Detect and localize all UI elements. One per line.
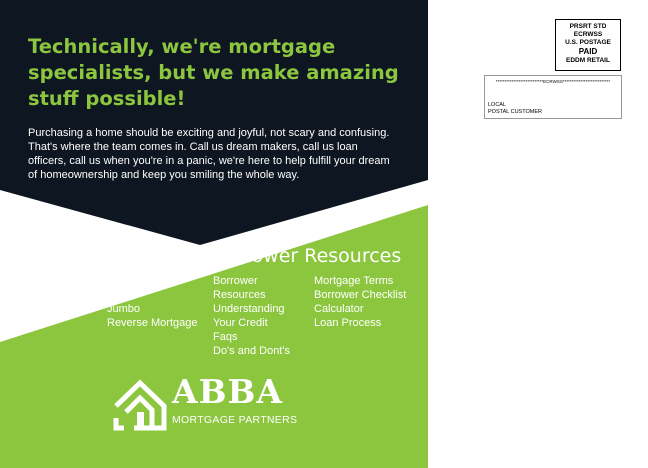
loan-programs-col-2 bbox=[107, 274, 198, 330]
intro-paragraph: Purchasing a home should be exciting and joyful, not scary and confusing. That's where the team comes in. Call us dream makers, call us loan officers, call us when you're in a panic, we're here to help fulfill your dream of homeownership and keep you smiling the whole way. bbox=[28, 127, 390, 181]
indicia-line: EDDM RETAIL bbox=[566, 57, 610, 64]
loan-program-item[interactable]: Purchase bbox=[28, 275, 75, 287]
address-local: LOCAL bbox=[488, 102, 507, 108]
loan-program-item[interactable]: USDA bbox=[107, 289, 138, 301]
borrower-resources-col-1 bbox=[213, 274, 290, 358]
resource-item[interactable]: Your Credit bbox=[213, 317, 268, 329]
indicia-paid: PAID bbox=[578, 47, 598, 56]
resource-item[interactable]: Do's and Dont's bbox=[213, 345, 290, 357]
loan-program-item[interactable]: VA bbox=[107, 275, 121, 287]
indicia-line: U.S. POSTAGE bbox=[565, 39, 611, 46]
resource-item[interactable]: Borrower bbox=[213, 275, 258, 287]
loan-program-item[interactable]: Refinance bbox=[28, 289, 78, 301]
logo-tagline: MORTGAGE PARTNERS bbox=[172, 414, 298, 426]
resource-item[interactable]: Loan Process bbox=[314, 317, 382, 329]
resource-item[interactable]: Faqs bbox=[213, 331, 238, 343]
ecrwss-line: ***************************ECRWSS*************************** bbox=[495, 79, 611, 84]
logo-wordmark: ABBA bbox=[172, 372, 283, 411]
indicia-line: ECRWSS bbox=[573, 31, 603, 38]
loan-program-item[interactable]: Jumbo bbox=[107, 303, 141, 315]
indicia-line: PRSRT STD bbox=[569, 23, 607, 30]
loan-program-item[interactable]: Conventional bbox=[28, 303, 93, 315]
borrower-resources-col-2 bbox=[314, 274, 406, 330]
loan-programs-col-1 bbox=[28, 274, 92, 330]
borrower-resources-title: Borrower Resources bbox=[212, 245, 402, 267]
house-logo-icon bbox=[112, 376, 168, 432]
postage-indicia bbox=[555, 19, 621, 71]
resource-item[interactable]: Mortgage Terms bbox=[314, 275, 394, 287]
headline: Technically, we're mortgage specialists, but we make amazing stuff possible! bbox=[28, 35, 399, 110]
resource-item[interactable]: Resources bbox=[213, 289, 266, 301]
loan-program-item[interactable]: Reverse Mortgage bbox=[107, 317, 198, 329]
resource-item[interactable]: Understanding bbox=[213, 303, 285, 315]
address-postal-customer: POSTAL CUSTOMER bbox=[488, 109, 542, 115]
loan-program-item[interactable]: FHA bbox=[28, 317, 50, 329]
resource-item[interactable]: Borrower Checklist bbox=[314, 289, 407, 301]
loan-programs-title: Loan Programs bbox=[27, 245, 169, 267]
address-box bbox=[484, 75, 622, 119]
resource-item[interactable]: Calculator bbox=[314, 303, 364, 315]
